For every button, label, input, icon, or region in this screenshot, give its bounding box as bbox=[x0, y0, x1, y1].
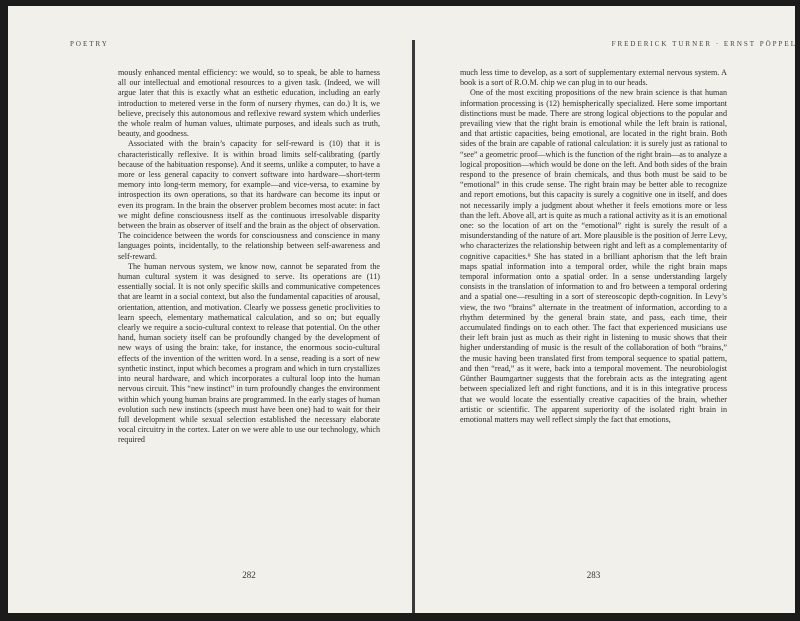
running-head-right: FREDERICK TURNER · ERNST PÖPPEL bbox=[611, 40, 797, 48]
paragraph: Associated with the brain’s capacity for self-reward is (10) that it is characteristically reflexive. It is within broad limits self-calibrating (partly because of the habituation response). And it seems, unlike a computer, to have a more or less general capacity to convert software into hardware—short-term memory into long-term memory, for example—and vice-versa, to examine by introspection its own operations, so that its hardware can become its input or even its program. In the brain the observer problem becomes most acute: in fact we might define consciousness itself as the continuous irresolvable disparity between the brain as observer of itself and the brain as the object of observation. The coincidence between the words for consciousness and conscience in many languages points, incidentally, to the relationship between self-awareness and self-reward. bbox=[118, 139, 380, 261]
page-number-right: 283 bbox=[586, 570, 601, 580]
paragraph: much less time to develop, as a sort of supplementary external nervous system. A book is a sort of R.O.M. chip we can plug in to our heads. bbox=[460, 68, 727, 88]
page-number-left: 282 bbox=[242, 570, 256, 580]
paragraph: One of the most exciting propositions of the new brain science is that human information processing is (12) hemispherically specialized. Here some important distinctions must be made. There are strong logical objections to the popular and prevailing view that the right brain is emotional while the left brain is rational, and that artistic capacities, being emotional, are located in the right brain. Both sides of the brain are capable of rational calculation: it is surely just as rational to “see” a geometric proof—which is the function of the right brain—as to analyze a logical proposition—which would be done on the left. And both sides of the brain respond to the presence of brain chemicals, and thus both must be said to be “emotional” in this crude sense. The right brain may be better able to recognize and report emotions, but this capacity is surely a cognitive one in itself, and does not necessarily imply a judgment about whether it feels emotions more or less than the left. Above all, art is quite as much a rational activity as it is an emotional one: so the location of art on the “emotional” right is surely the result of a misunderstanding of the nature of art. More plausible is the position of Jerre Levy, who characterizes the relationship between right and left as a complementarity of cognitive capacities.⁹ She has stated in a brilliant aphorism that the left brain maps spatial information into a temporal order, while the right brain maps temporal information onto a spatial order. In a sense understanding largely consists in the translation of information to and fro between a temporal ordering and a spatial one—resulting in a sort of stereoscopic depth-cognition. In Levy’s view, the two “brains” alternate in the treatment of information, according to a rhythm determined by the general brain state, and pass, each time, their accumulated findings on to each other. The fact that experienced musicians use their left brain just as much as their right in listening to music shows that their higher understanding of music is the result of the collaboration of both “brains,” the music having been translated first from temporal sequence to spatial pattern, and then “read,” as it were, back into a temporal movement. The neurobiologist Günther Baumgartner suggests that the forebrain acts as the integrating agent between specialized left and right functions, and it is in this integrative process that we would locate the essentially creative capacities of the brain, whether artistic or scientific. The apparent superiority of the isolated right brain in emotional matters may well reflect simply the fact that emotions, bbox=[460, 88, 727, 424]
running-head-left: POETRY bbox=[70, 40, 109, 48]
book-spread bbox=[8, 6, 795, 613]
paragraph: The human nervous system, we know now, cannot be separated from the human cultural system it was designed to serve. Its operations are (11) essentially social. It is not only specific skills and communicative competences that are learnt in a social context, but also the fundamental capacities of arousal, orientation, attention, and motivation. Clearly we possess genetic proclivities to learn speech, elementary mathematical calculation, and so on; but equally clearly we require a socio-cultural context to release that potential. On the other hand, human society itself can be profoundly changed by the development of new ways of using the brain: take, for instance, the enormous socio-cultural effects of the invention of the written word. In a sense, reading is a sort of new synthetic instinct, input which becomes a program and which in turn crystallizes into neural hardware, and which incorporates a cultural loop into the human nervous circuit. This “new instinct” in turn profoundly changes the environment within which young human brains are programmed. In the early stages of human evolution such new instincts (speech must have been one) had to wait for their full development while sexual selection established the necessary elaborate vocal circuitry in the cortex. Later on we were able to use our technology, which required bbox=[118, 261, 380, 445]
left-page-body bbox=[118, 68, 380, 446]
paragraph: mously enhanced mental efficiency: we would, so to speak, be able to harness all our intellectual and emotional resources to a given task. (Indeed, we will argue later that this is exactly what an esthetic education, including an early introduction to metered verse in the form of nursery rhymes, can do.) It is, we believe, precisely this autonomous and reflexive reward system which underlies the whole realm of human values, ultimate purposes, and ideals such as truth, beauty, and goodness. bbox=[118, 68, 380, 139]
book-gutter bbox=[412, 40, 415, 613]
right-page-body bbox=[460, 68, 727, 425]
